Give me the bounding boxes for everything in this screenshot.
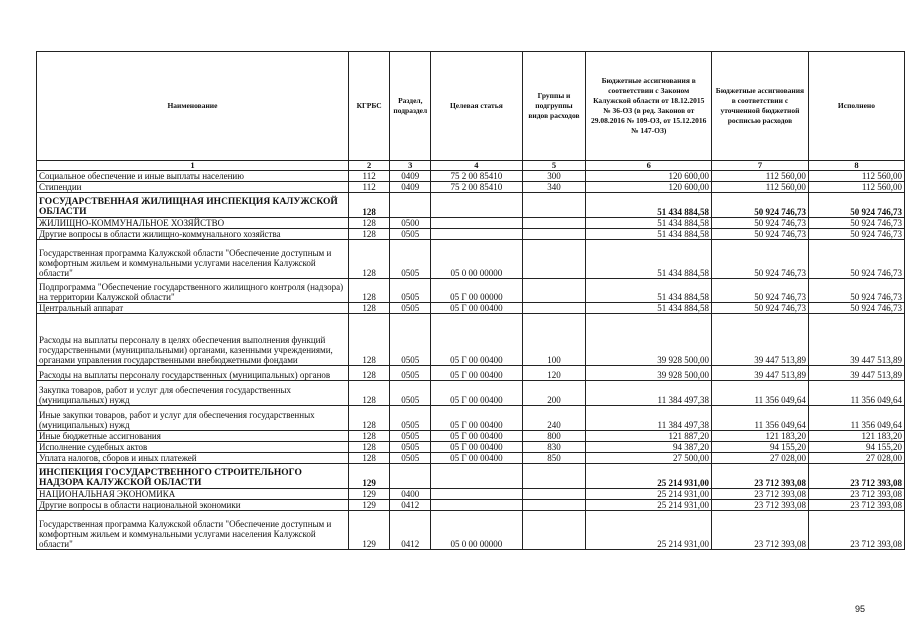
table-row (37, 229, 905, 240)
cell-target-article: 05 Г 00 00400 (431, 366, 522, 381)
column-number: 7 (711, 161, 808, 171)
cell-name: Иные закупки товаров, работ и услуг для обеспечения государственных (муниципальных) нужд (37, 406, 349, 431)
cell-section: 0505 (390, 240, 431, 279)
cell-expense-group: 300 (522, 171, 586, 182)
cell-target-article: 75 2 00 85410 (431, 171, 522, 182)
table-row (37, 193, 905, 218)
cell-law-allocations: 51 434 884,58 (586, 303, 712, 314)
cell-law-allocations: 51 434 884,58 (586, 193, 712, 218)
cell-section: 0505 (390, 314, 431, 366)
column-number-row (37, 161, 905, 171)
cell-executed: 50 924 746,73 (808, 240, 904, 279)
table-row (37, 171, 905, 182)
cell-section: 0409 (390, 182, 431, 193)
cell-section: 0505 (390, 303, 431, 314)
column-number: 5 (522, 161, 586, 171)
header-refined-allocations: Бюджетные ассигнования в соответствии с уточненной бюджетной росписью расходов (711, 52, 808, 161)
cell-executed: 39 447 513,89 (808, 314, 904, 366)
cell-expense-group: 340 (522, 182, 586, 193)
cell-section (390, 193, 431, 218)
cell-name: Стипендии (37, 182, 349, 193)
column-number: 4 (431, 161, 522, 171)
cell-kgrbs: 112 (348, 182, 389, 193)
budget-table-sheet (36, 51, 905, 550)
cell-section (390, 464, 431, 489)
cell-expense-group: 100 (522, 314, 586, 366)
cell-executed: 94 155,20 (808, 442, 904, 453)
cell-kgrbs: 129 (348, 500, 389, 511)
cell-name: Подпрограмма "Обеспечение государственного жилищного контроля (надзора) на территории Калужской области" (37, 279, 349, 303)
header-law-allocations: Бюджетные ассигнования в соответствии с Законом Калужской области от 18.12.2015 № 36-ОЗ (в ред. Законов от 29.08.2016 № 109-ОЗ, от 15.12.2016 № 147-ОЗ) (586, 52, 712, 161)
cell-law-allocations: 39 928 500,00 (586, 366, 712, 381)
cell-executed: 11 356 049,64 (808, 381, 904, 406)
column-number: 2 (348, 161, 389, 171)
cell-section: 0505 (390, 431, 431, 442)
table-row (37, 218, 905, 229)
cell-target-article: 05 0 00 00000 (431, 511, 522, 550)
cell-law-allocations: 51 434 884,58 (586, 229, 712, 240)
table-body (37, 171, 905, 550)
cell-section: 0412 (390, 500, 431, 511)
cell-refined-allocations: 23 712 393,08 (711, 489, 808, 500)
cell-executed: 39 447 513,89 (808, 366, 904, 381)
cell-refined-allocations: 11 356 049,64 (711, 381, 808, 406)
cell-refined-allocations: 23 712 393,08 (711, 511, 808, 550)
table-row (37, 381, 905, 406)
cell-refined-allocations: 121 183,20 (711, 431, 808, 442)
cell-target-article: 05 0 00 00000 (431, 240, 522, 279)
cell-target-article (431, 489, 522, 500)
cell-name: Социальное обеспечение и иные выплаты населению (37, 171, 349, 182)
cell-law-allocations: 11 384 497,38 (586, 406, 712, 431)
column-number: 3 (390, 161, 431, 171)
cell-law-allocations: 51 434 884,58 (586, 279, 712, 303)
cell-law-allocations: 94 387,20 (586, 442, 712, 453)
cell-executed: 23 712 393,08 (808, 500, 904, 511)
cell-target-article (431, 193, 522, 218)
cell-expense-group (522, 229, 586, 240)
cell-expense-group (522, 240, 586, 279)
cell-section: 0505 (390, 229, 431, 240)
cell-refined-allocations: 27 028,00 (711, 453, 808, 464)
cell-refined-allocations: 50 924 746,73 (711, 303, 808, 314)
cell-kgrbs: 128 (348, 314, 389, 366)
cell-target-article (431, 229, 522, 240)
table-row (37, 511, 905, 550)
cell-target-article: 05 Г 00 00400 (431, 314, 522, 366)
cell-kgrbs: 128 (348, 229, 389, 240)
cell-refined-allocations: 112 560,00 (711, 171, 808, 182)
header-kgrbs: КГРБС (348, 52, 389, 161)
cell-law-allocations: 51 434 884,58 (586, 218, 712, 229)
header-name: Наименование (37, 52, 349, 161)
cell-kgrbs: 128 (348, 366, 389, 381)
cell-name: ИНСПЕКЦИЯ ГОСУДАРСТВЕННОГО СТРОИТЕЛЬНОГО НАДЗОРА КАЛУЖСКОЙ ОБЛАСТИ (37, 464, 349, 489)
cell-expense-group: 830 (522, 442, 586, 453)
cell-section: 0505 (390, 279, 431, 303)
cell-expense-group (522, 489, 586, 500)
table-row (37, 314, 905, 366)
cell-name: Центральный аппарат (37, 303, 349, 314)
table-row (37, 366, 905, 381)
cell-expense-group: 800 (522, 431, 586, 442)
cell-law-allocations: 25 214 931,00 (586, 511, 712, 550)
cell-target-article: 05 Г 00 00400 (431, 303, 522, 314)
cell-target-article: 05 Г 00 00400 (431, 406, 522, 431)
column-number: 1 (37, 161, 349, 171)
cell-refined-allocations: 50 924 746,73 (711, 279, 808, 303)
cell-name: Исполнение судебных актов (37, 442, 349, 453)
cell-target-article: 75 2 00 85410 (431, 182, 522, 193)
cell-kgrbs: 128 (348, 406, 389, 431)
cell-refined-allocations: 50 924 746,73 (711, 240, 808, 279)
cell-kgrbs: 129 (348, 464, 389, 489)
cell-executed: 23 712 393,08 (808, 511, 904, 550)
cell-name: ЖИЛИЩНО-КОММУНАЛЬНОЕ ХОЗЯЙСТВО (37, 218, 349, 229)
cell-executed: 50 924 746,73 (808, 229, 904, 240)
cell-refined-allocations: 50 924 746,73 (711, 218, 808, 229)
cell-law-allocations: 51 434 884,58 (586, 240, 712, 279)
cell-executed: 23 712 393,08 (808, 464, 904, 489)
cell-law-allocations: 120 600,00 (586, 182, 712, 193)
cell-target-article: 05 Г 00 00000 (431, 279, 522, 303)
cell-executed: 121 183,20 (808, 431, 904, 442)
cell-section: 0412 (390, 511, 431, 550)
cell-kgrbs: 128 (348, 381, 389, 406)
cell-section: 0400 (390, 489, 431, 500)
cell-name: Государственная программа Калужской области "Обеспечение доступным и комфортным жильем и коммунальными услугами населения Калужской области" (37, 240, 349, 279)
cell-law-allocations: 11 384 497,38 (586, 381, 712, 406)
cell-kgrbs: 128 (348, 442, 389, 453)
cell-kgrbs: 128 (348, 303, 389, 314)
table-row (37, 431, 905, 442)
table-row (37, 464, 905, 489)
cell-name: Расходы на выплаты персоналу государственных (муниципальных) органов (37, 366, 349, 381)
cell-name: Другие вопросы в области жилищно-коммунального хозяйства (37, 229, 349, 240)
header-section: Раздел, подраздел (390, 52, 431, 161)
cell-expense-group (522, 218, 586, 229)
cell-target-article (431, 218, 522, 229)
cell-refined-allocations: 94 155,20 (711, 442, 808, 453)
cell-expense-group (522, 500, 586, 511)
table-row (37, 303, 905, 314)
cell-expense-group: 200 (522, 381, 586, 406)
cell-expense-group (522, 303, 586, 314)
table-row (37, 279, 905, 303)
cell-refined-allocations: 23 712 393,08 (711, 464, 808, 489)
cell-expense-group (522, 511, 586, 550)
cell-law-allocations: 39 928 500,00 (586, 314, 712, 366)
cell-law-allocations: 25 214 931,00 (586, 500, 712, 511)
page-number: 95 (855, 604, 866, 614)
cell-refined-allocations: 112 560,00 (711, 182, 808, 193)
cell-law-allocations: 25 214 931,00 (586, 464, 712, 489)
cell-target-article: 05 Г 00 00400 (431, 381, 522, 406)
budget-execution-table (36, 51, 905, 550)
cell-kgrbs: 128 (348, 453, 389, 464)
cell-section: 0505 (390, 453, 431, 464)
cell-expense-group: 120 (522, 366, 586, 381)
cell-law-allocations: 121 887,20 (586, 431, 712, 442)
cell-executed: 27 028,00 (808, 453, 904, 464)
cell-section: 0500 (390, 218, 431, 229)
cell-kgrbs: 129 (348, 489, 389, 500)
cell-kgrbs: 112 (348, 171, 389, 182)
cell-target-article: 05 Г 00 00400 (431, 453, 522, 464)
header-target-article: Целевая статья (431, 52, 522, 161)
cell-refined-allocations: 39 447 513,89 (711, 314, 808, 366)
cell-kgrbs: 129 (348, 511, 389, 550)
cell-expense-group: 850 (522, 453, 586, 464)
cell-name: Расходы на выплаты персоналу в целях обеспечения выполнения функций государственными (муниципальными) органами, казенными учреждениями, органами управления государственными внебюджетными фондами (37, 314, 349, 366)
cell-target-article (431, 464, 522, 489)
cell-refined-allocations: 50 924 746,73 (711, 193, 808, 218)
cell-executed: 23 712 393,08 (808, 489, 904, 500)
cell-name: Уплата налогов, сборов и иных платежей (37, 453, 349, 464)
table-row (37, 406, 905, 431)
cell-expense-group (522, 193, 586, 218)
table-row (37, 489, 905, 500)
cell-law-allocations: 25 214 931,00 (586, 489, 712, 500)
header-expense-group: Группы и подгруппы видов расходов (522, 52, 586, 161)
cell-name: Иные бюджетные ассигнования (37, 431, 349, 442)
cell-executed: 50 924 746,73 (808, 279, 904, 303)
cell-section: 0505 (390, 406, 431, 431)
table-row (37, 240, 905, 279)
cell-executed: 112 560,00 (808, 182, 904, 193)
cell-refined-allocations: 50 924 746,73 (711, 229, 808, 240)
cell-expense-group (522, 464, 586, 489)
cell-kgrbs: 128 (348, 218, 389, 229)
cell-executed: 50 924 746,73 (808, 303, 904, 314)
cell-refined-allocations: 39 447 513,89 (711, 366, 808, 381)
cell-section: 0505 (390, 366, 431, 381)
cell-kgrbs: 128 (348, 240, 389, 279)
cell-kgrbs: 128 (348, 193, 389, 218)
cell-target-article: 05 Г 00 00400 (431, 442, 522, 453)
cell-refined-allocations: 11 356 049,64 (711, 406, 808, 431)
table-row (37, 500, 905, 511)
table-row (37, 453, 905, 464)
cell-law-allocations: 120 600,00 (586, 171, 712, 182)
cell-name: Государственная программа Калужской области "Обеспечение доступным и комфортным жильем и коммунальными услугами населения Калужской области" (37, 511, 349, 550)
cell-expense-group: 240 (522, 406, 586, 431)
cell-section: 0505 (390, 442, 431, 453)
table-row (37, 442, 905, 453)
cell-section: 0505 (390, 381, 431, 406)
cell-kgrbs: 128 (348, 279, 389, 303)
cell-name: НАЦИОНАЛЬНАЯ ЭКОНОМИКА (37, 489, 349, 500)
cell-name: Закупка товаров, работ и услуг для обеспечения государственных (муниципальных) нужд (37, 381, 349, 406)
cell-target-article (431, 500, 522, 511)
column-number: 8 (808, 161, 904, 171)
cell-target-article: 05 Г 00 00400 (431, 431, 522, 442)
table-row (37, 182, 905, 193)
cell-name: ГОСУДАРСТВЕННАЯ ЖИЛИЩНАЯ ИНСПЕКЦИЯ КАЛУЖСКОЙ ОБЛАСТИ (37, 193, 349, 218)
header-executed: Исполнено (808, 52, 904, 161)
cell-section: 0409 (390, 171, 431, 182)
cell-refined-allocations: 23 712 393,08 (711, 500, 808, 511)
column-number: 6 (586, 161, 712, 171)
cell-name: Другие вопросы в области национальной экономики (37, 500, 349, 511)
cell-law-allocations: 27 500,00 (586, 453, 712, 464)
cell-executed: 112 560,00 (808, 171, 904, 182)
cell-executed: 50 924 746,73 (808, 193, 904, 218)
cell-expense-group (522, 279, 586, 303)
cell-kgrbs: 128 (348, 431, 389, 442)
cell-executed: 50 924 746,73 (808, 218, 904, 229)
cell-executed: 11 356 049,64 (808, 406, 904, 431)
table-header-row (37, 52, 905, 161)
